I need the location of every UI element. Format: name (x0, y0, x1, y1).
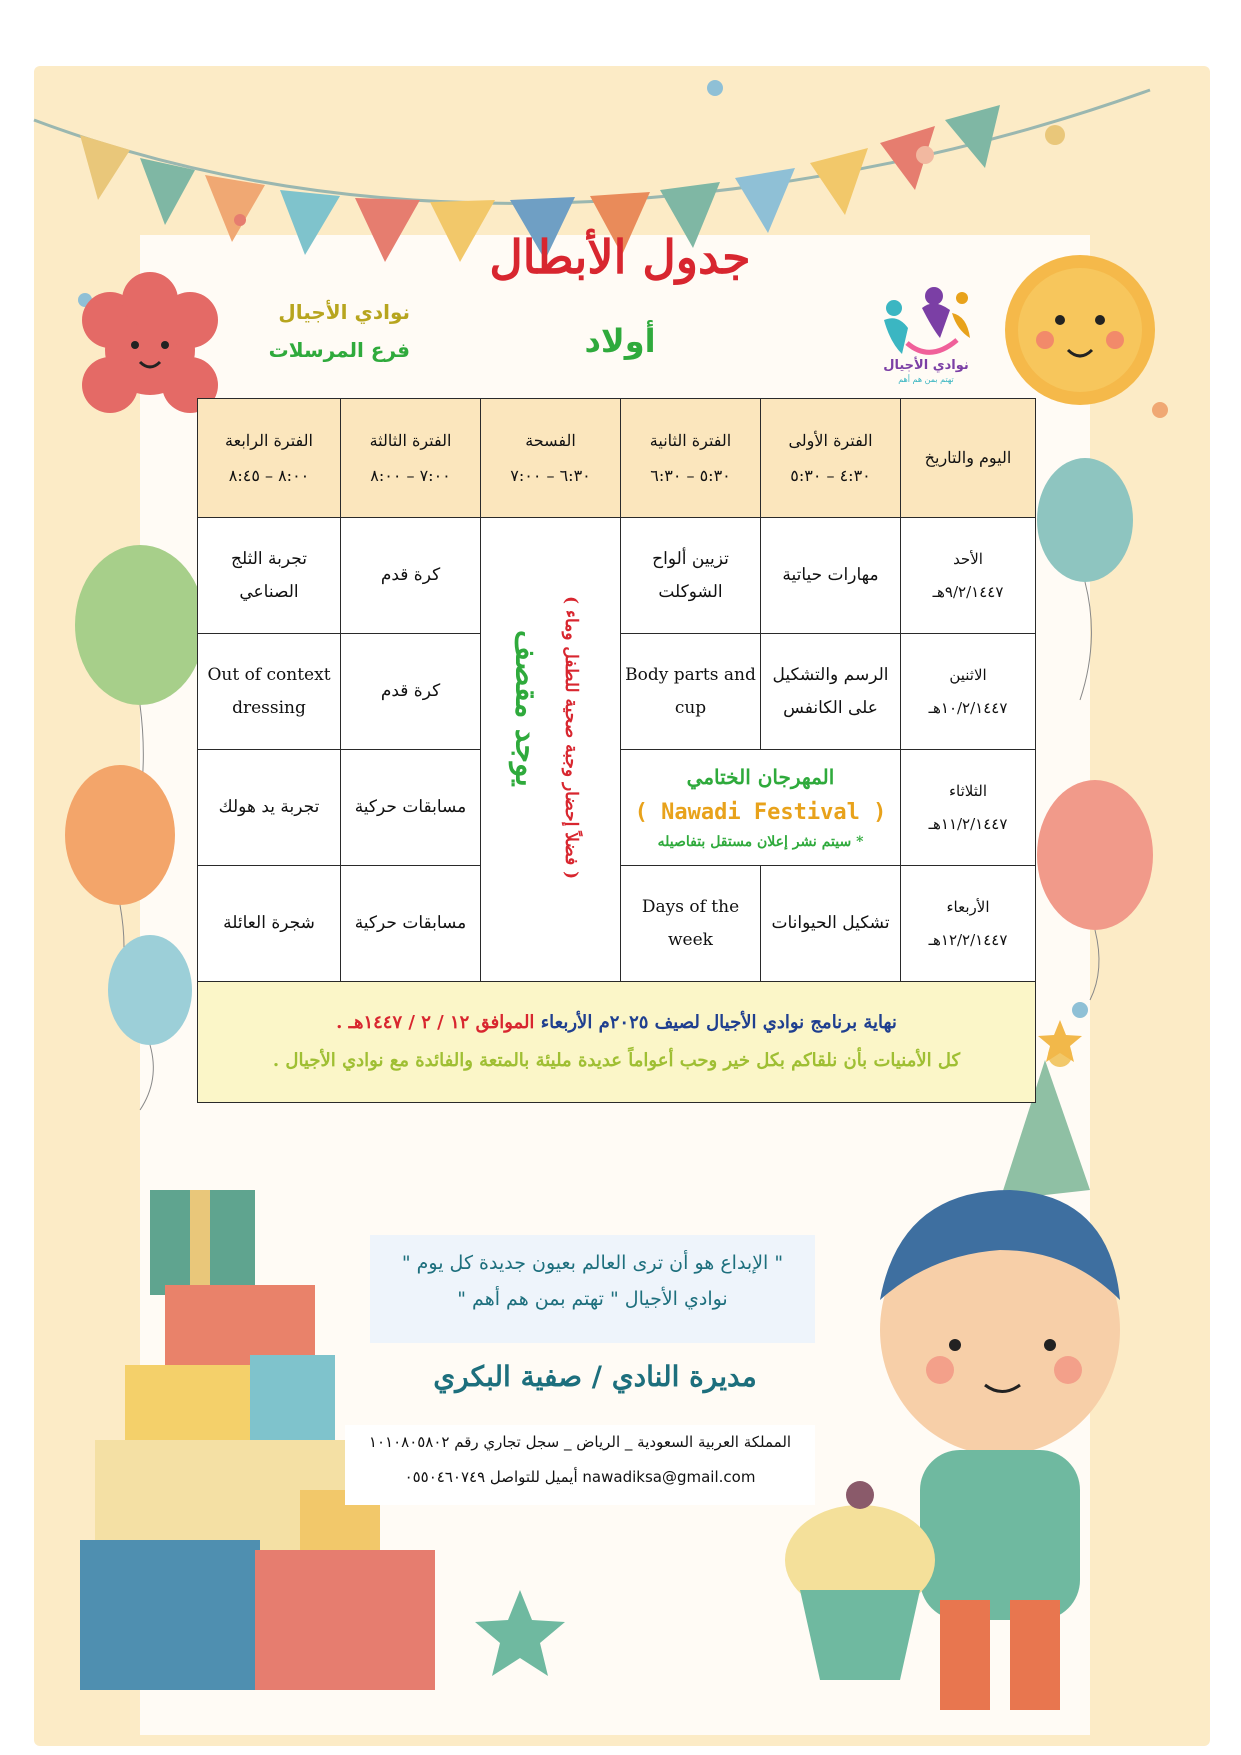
header-time: ٤:٣٠ – ٥:٣٠ (790, 466, 871, 485)
branch-name: فرع المرسلات (268, 338, 410, 362)
header-title: الفترة الثانية (649, 430, 732, 450)
festival-title: المهرجان الختامي (686, 764, 835, 789)
day-name: الاثنين (949, 665, 987, 684)
category-label: أولاد (584, 322, 656, 360)
flower-character-icon (82, 272, 218, 413)
table-row (198, 518, 1036, 634)
activity-cell: مسابقات حركية (341, 866, 481, 982)
header-period-2 (621, 399, 761, 518)
day-date: ٩/٢/١٤٤٧هـ (932, 582, 1004, 601)
program-end-line (202, 1004, 1031, 1042)
header-period-3 (341, 399, 481, 518)
day-cell (901, 634, 1036, 750)
festival-note: * سيتم نشر إعلان مستقل بتفاصيله (657, 834, 864, 851)
header-day (901, 399, 1036, 518)
day-cell (901, 866, 1036, 982)
header-time: ٧:٠٠ – ٨:٠٠ (370, 466, 451, 485)
activity-cell: Days of the week (621, 866, 761, 982)
day-name: الثلاثاء (948, 781, 987, 800)
boy-with-party-hat (880, 1043, 1120, 1710)
header-time: ٦:٣٠ – ٧:٠٠ (510, 466, 591, 485)
program-end-text: نهاية برنامج نوادي الأجيال لصيف ٢٠٢٥م الأربعاء (540, 1012, 897, 1034)
header-title: اليوم والتاريخ (924, 448, 1012, 468)
header-period-4 (198, 399, 341, 518)
manager-signature: مديرة النادي / صفية البكري (433, 1360, 757, 1393)
activity-cell: Out of context dressing (198, 634, 341, 750)
wishes-line: كل الأمنيات بأن نلقاكم بكل خير وحب أعواماً عديدة مليئة بالمتعة والفائدة مع نوادي الأجيال . (272, 1050, 961, 1071)
activity-cell: الرسم والتشكيل على الكانفس (761, 634, 901, 750)
contact-line: nawadiksa@gmail.com أيميل للتواصل ٠٥٥٠٤٦٠٧٤٩ (404, 1467, 756, 1486)
program-end-date: الموافق ١٢ / ٢ / ١٤٤٧هـ . (336, 1012, 535, 1034)
day-cell (901, 750, 1036, 866)
header-time: ٨:٠٠ – ٨:٤٥ (228, 466, 310, 485)
schedule-table (197, 398, 1036, 1103)
day-cell (901, 518, 1036, 634)
meal-note: ( فضلاً إحضار وجبة صحية للطفل وماء ) (561, 596, 582, 880)
header-period-1 (761, 399, 901, 518)
activity-cell: كرة قدم (341, 518, 481, 634)
table-footer-row (198, 982, 1036, 1103)
day-name: الأربعاء (946, 897, 990, 916)
page-title: جدول الأبطال (489, 230, 751, 284)
header-title: الفترة الأولى (788, 430, 873, 450)
star-icon (475, 1590, 565, 1676)
activity-cell: مهارات حياتية (761, 518, 901, 634)
header-title: الفترة الرابعة (225, 430, 313, 450)
cupcake (785, 1481, 935, 1680)
activity-cell: تجربة يد هولك (198, 750, 341, 866)
contact-line: المملكة العربية السعودية _ الرياض _ سجل تجاري رقم ١٠١٠٨٠٥٨٠٢ (368, 1433, 792, 1451)
day-date: ١٠/٢/١٤٤٧هـ (928, 698, 1008, 717)
break-cell (481, 518, 621, 982)
festival-name: ( Nawadi Festival ) (634, 799, 887, 825)
festival-cell (621, 750, 901, 866)
day-date: ١٢/٢/١٤٤٧هـ (928, 930, 1008, 949)
day-date: ١١/٢/١٤٤٧هـ (928, 814, 1008, 833)
activity-cell: كرة قدم (341, 634, 481, 750)
sun-character-icon (1005, 255, 1155, 405)
day-name: الأحد (953, 549, 983, 568)
activity-cell: Body parts and cup (621, 634, 761, 750)
quote-line: " الإبداع هو أن ترى العالم بعيون جديدة كل يوم " (401, 1252, 784, 1274)
activity-cell: شجرة العائلة (198, 866, 341, 982)
contact-box (345, 1425, 815, 1505)
logo-tagline: تهتم بمن هم أهم (898, 375, 954, 384)
quote-box (370, 1235, 815, 1343)
table-header-row (198, 399, 1036, 518)
logo-name: نوادي الأجيال (883, 358, 969, 373)
quote-line: نوادي الأجيال " تهتم بمن هم أهم " (457, 1288, 728, 1311)
activity-cell: تجربة الثلج الصناعي (198, 518, 341, 634)
header-title: الفسحة (525, 430, 576, 450)
activity-cell: تزيين ألواح الشوكلت (621, 518, 761, 634)
activity-cell: مسابقات حركية (341, 750, 481, 866)
header-break (481, 399, 621, 518)
canteen-note: يوجد مقصف (508, 629, 544, 787)
header-time: ٥:٣٠ – ٦:٣٠ (650, 466, 731, 485)
header-title: الفترة الثالثة (369, 430, 452, 450)
activity-cell: تشكيل الحيوانات (761, 866, 901, 982)
footer-cell (198, 982, 1036, 1103)
club-name: نوادي الأجيال (278, 300, 410, 324)
